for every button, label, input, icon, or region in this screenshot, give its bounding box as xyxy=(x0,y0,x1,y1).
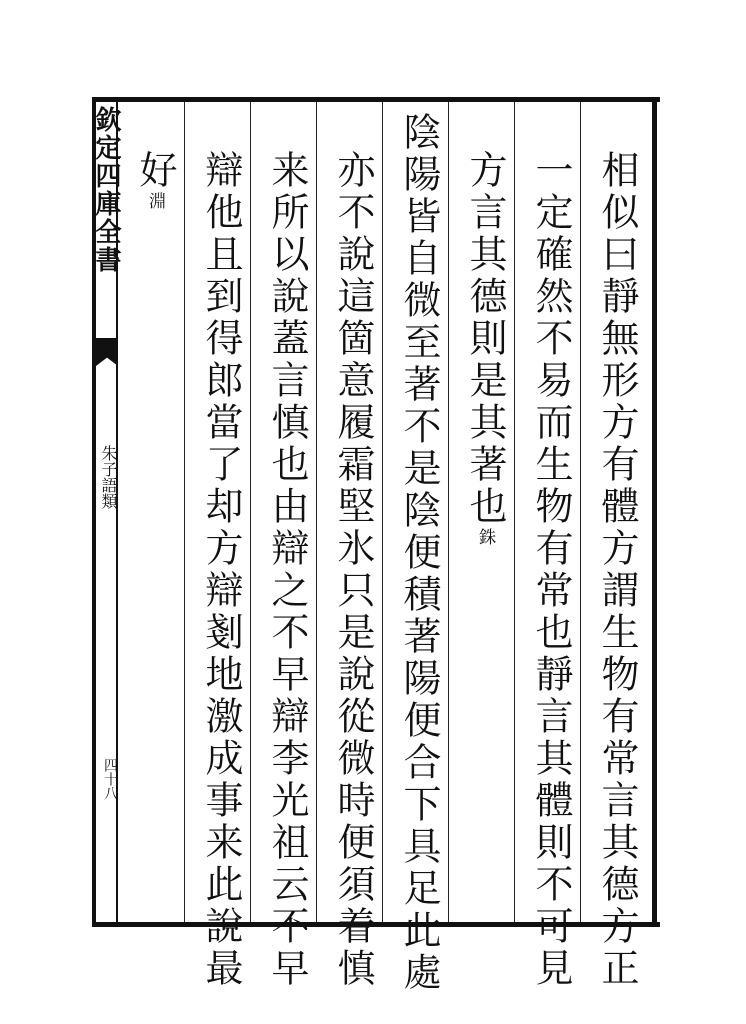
text-column-2 xyxy=(520,150,582,990)
frame-bottom-border xyxy=(92,922,660,927)
column-text: 亦不說這箇意履霜堅氷只是說從微時便須着慎 xyxy=(331,150,375,990)
margin-page-number: 四十八 xyxy=(102,758,118,800)
column-text: 陰陽皆自微至著不是陰便積著陽便合下具足此處 xyxy=(397,112,441,994)
text-column-4 xyxy=(388,112,450,994)
column-note: 淵 xyxy=(145,192,165,209)
text-column-7 xyxy=(190,150,252,990)
frame-top-border xyxy=(92,97,660,102)
column-text: 一定確然不易而生物有常也靜言其體則不可見 xyxy=(529,150,573,990)
column-text: 相似曰靜無形方有體方謂生物有常言其德方正 xyxy=(595,150,639,990)
text-column-8 xyxy=(124,150,186,920)
text-column-6 xyxy=(256,150,318,990)
column-text: 辯他且到得郎當了却方辯剗地激成事来此說最 xyxy=(199,150,243,990)
margin-book-title: 朱子語類 xyxy=(99,445,118,509)
column-text: 方言其德則是其著也 xyxy=(463,150,507,528)
frame-right-border xyxy=(652,97,657,927)
column-text: 来所以說蓋言慎也由辯之不早辯李光祖云不早 xyxy=(265,150,309,990)
text-column-1 xyxy=(586,150,648,990)
text-column-3 xyxy=(454,150,516,920)
text-column-5 xyxy=(322,150,384,990)
column-note: 銖 xyxy=(475,528,495,545)
column-text: 好 xyxy=(133,150,177,192)
margin-collection-title: 欽定四庫全書 xyxy=(91,106,121,274)
